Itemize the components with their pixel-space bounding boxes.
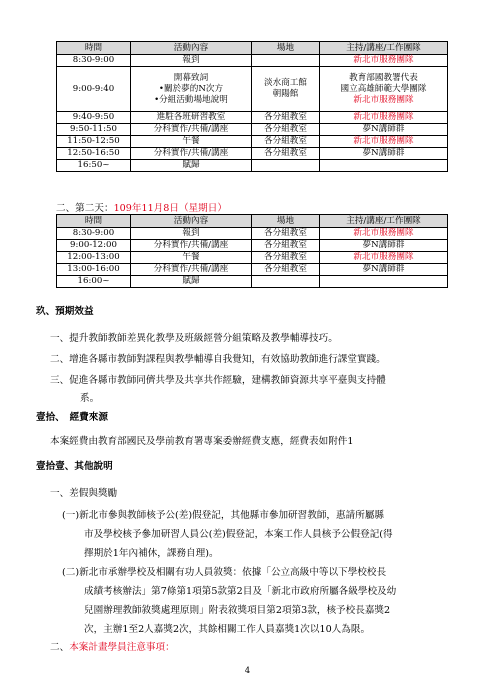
host-cell: 新北市服務團隊 [320, 112, 448, 124]
table-row [57, 228, 448, 240]
venue-line: 朝陽館 [272, 89, 299, 99]
host-cell: 新北市服務團隊 [320, 228, 448, 240]
section-9-item-continuation: 系。 [80, 393, 100, 404]
host-cell: 夢N講師群 [320, 124, 448, 136]
time-cell: 12:00-13:00 [57, 252, 131, 264]
subheading-highlight: 本案計畫學員注意事項： [69, 642, 175, 653]
venue-cell: 各分組教室 [252, 124, 320, 136]
paragraph-line: 兒園辦理教師敘獎處理原則」附表敘獎項目第2項第3款，核予校長嘉獎2 [84, 605, 391, 616]
time-cell: 11:50-12:50 [57, 136, 131, 148]
header-venue: 場地 [252, 42, 320, 55]
activity-cell: 分科實作/共備/講座 [131, 240, 252, 252]
paragraph-line: (二)新北市承辦學校及相關有功人員敘獎：依據「公立高級中等以下學校校長 [62, 567, 387, 578]
subheading-prefix: 二、 [50, 642, 70, 653]
activity-cell: 午餐 [131, 136, 252, 148]
table-row [57, 276, 448, 288]
activity-cell: 分科實作/共備/講座 [131, 124, 252, 136]
section-9-item: 二、增進各縣市教師對課程與教學輔導自我覺知，有效協助教師進行課堂實踐。 [50, 354, 386, 365]
section-9-title: 玖、預期效益 [36, 306, 94, 317]
activity-cell: 分科實作/共備/講座 [131, 264, 252, 276]
venue-cell [252, 55, 320, 67]
page-number: 4 [244, 666, 251, 676]
section-10-body: 本案經費由教育部國民及學前教育署專案委辦經費支應，經費表如附件1 [50, 436, 354, 447]
table-header-row [57, 215, 448, 228]
time-cell: 8:30-9:00 [57, 55, 131, 67]
venue-cell [252, 160, 320, 172]
activity-cell: 分科實作/共備/講座 [131, 148, 252, 160]
day2-date: 109年11月8日（星期日） [113, 203, 227, 214]
activity-line: •關於夢的N次方 [158, 83, 224, 94]
activity-line: 開幕致詞 [173, 72, 209, 83]
time-cell: 8:30-9:00 [57, 228, 131, 240]
section-11-subheading-2 [50, 641, 175, 655]
day1-schedule-table [56, 41, 448, 172]
activity-cell: 進駐各班研習教室 [131, 112, 252, 124]
venue-cell: 各分組教室 [252, 252, 320, 264]
host-cell [320, 160, 448, 172]
section-11-subheading: 一、差假與獎勵 [50, 488, 118, 499]
venue-line: 淡水商工館 [264, 78, 307, 88]
host-cell [320, 67, 448, 112]
venue-cell: 各分組教室 [252, 112, 320, 124]
host-cell: 新北市服務團隊 [320, 55, 448, 67]
venue-cell: 各分組教室 [252, 148, 320, 160]
table-row [57, 160, 448, 172]
time-cell: 9:50-11:50 [57, 124, 131, 136]
activity-cell: 報到 [131, 228, 252, 240]
table-row [57, 124, 448, 136]
header-activity: 活動內容 [131, 42, 252, 55]
table-row [57, 67, 448, 112]
section-11-title: 壹拾壹、其他說明 [36, 461, 113, 472]
activity-cell [131, 67, 252, 112]
venue-cell [252, 276, 320, 288]
section-9-item: 三、促進各縣市教師同儕共學及共享共作經驗，建構教師資源共享平臺與支持體 [50, 375, 386, 386]
paragraph-line: (一)新北市參與教師核予公(差)假登記，其他縣市參加研習教師，惠請所屬縣 [62, 510, 384, 521]
table-row [57, 240, 448, 252]
host-line: 教育部國教署代表 [349, 72, 418, 83]
day2-heading [56, 200, 227, 214]
paragraph-line: 市及學校核予參加研習人員公(差)假登記，本案工作人員核予公假登記(得 [84, 529, 393, 540]
time-cell: 16:00~ [57, 276, 131, 288]
host-cell: 夢N講師群 [320, 240, 448, 252]
venue-cell [252, 67, 320, 112]
time-cell: 9:40-9:50 [57, 112, 131, 124]
host-line: 國立高雄師範大學團隊 [340, 83, 427, 94]
activity-line: •分組活動場地說明 [154, 94, 228, 105]
header-venue: 場地 [252, 215, 320, 228]
time-cell: 13:00-16:00 [57, 264, 131, 276]
activity-cell: 賦歸 [131, 160, 252, 172]
header-host: 主持/講座/工作團隊 [320, 215, 448, 228]
table-row [57, 148, 448, 160]
paragraph-line: 成績考核辦法」第7條第1項第5款第2目及「新北市政府所屬各級學校及幼 [84, 586, 397, 597]
time-cell: 12:50-16:50 [57, 148, 131, 160]
table-row [57, 55, 448, 67]
host-cell: 新北市服務團隊 [320, 136, 448, 148]
header-host: 主持/講座/工作團隊 [320, 42, 448, 55]
section-9-item: 一、提升教師教師差異化教學及班級經營分組策略及教學輔導技巧。 [50, 333, 338, 344]
activity-cell: 午餐 [131, 252, 252, 264]
host-cell: 新北市服務團隊 [320, 252, 448, 264]
host-cell: 夢N講師群 [320, 148, 448, 160]
day2-prefix: 二、第二天： [56, 203, 114, 214]
header-time: 時間 [57, 42, 131, 55]
time-cell: 16:50~ [57, 160, 131, 172]
paragraph-line: 擇期於1年內補休，課務自理)。 [84, 548, 219, 559]
header-activity: 活動內容 [131, 215, 252, 228]
host-cell [320, 276, 448, 288]
table-row [57, 112, 448, 124]
table-header-row [57, 42, 448, 55]
venue-cell: 各分組教室 [252, 240, 320, 252]
host-cell: 夢N講師群 [320, 264, 448, 276]
time-cell: 9:00-12:00 [57, 240, 131, 252]
venue-cell: 各分組教室 [252, 264, 320, 276]
table-row [57, 252, 448, 264]
day2-schedule-table [56, 214, 448, 288]
venue-cell: 各分組教室 [252, 228, 320, 240]
venue-cell: 各分組教室 [252, 136, 320, 148]
section-10-title: 壹拾、 經費來源 [36, 412, 108, 423]
host-line: 新北市服務團隊 [353, 94, 414, 105]
header-time: 時間 [57, 215, 131, 228]
table-row [57, 264, 448, 276]
table-row [57, 136, 448, 148]
activity-cell: 賦歸 [131, 276, 252, 288]
activity-cell: 報到 [131, 55, 252, 67]
time-cell: 9:00-9:40 [57, 67, 131, 112]
paragraph-line: 次，主辦1至2人嘉獎2次，其餘相關工作人員嘉獎1次以10人為限。 [84, 624, 371, 635]
